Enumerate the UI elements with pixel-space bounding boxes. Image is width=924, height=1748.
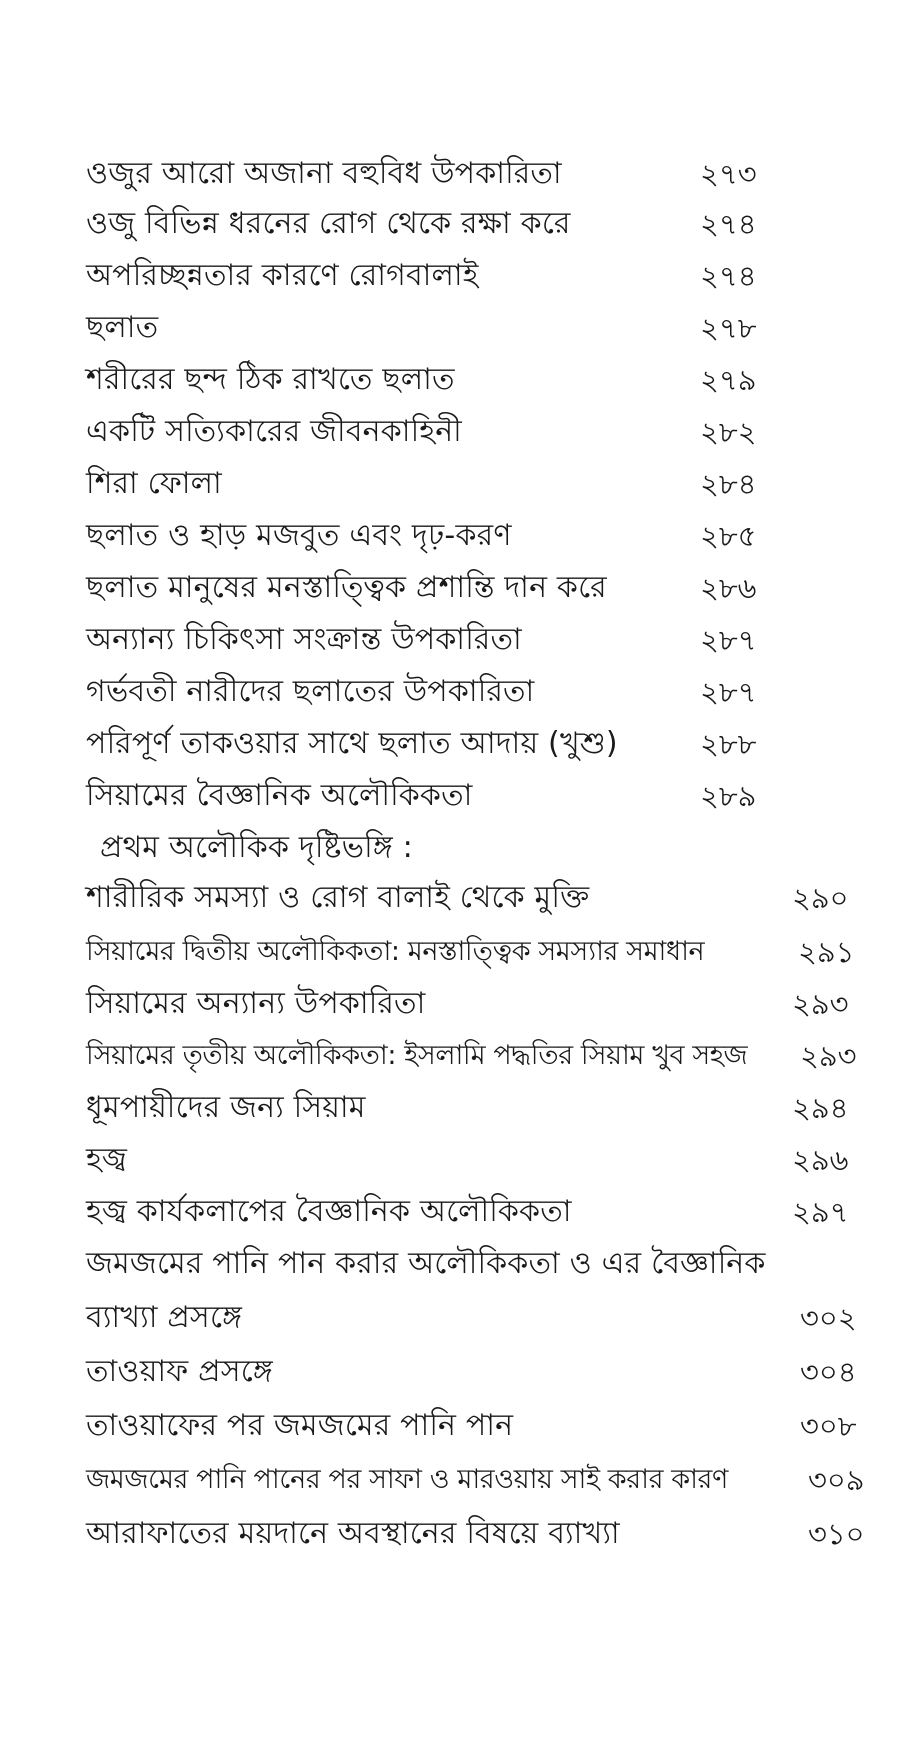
toc-entry <box>0 618 924 670</box>
toc-entry-page: ২৯৪ <box>792 1091 849 1125</box>
toc-entry-title: ব্যাখ্যা প্রসঙ্গে <box>86 1300 243 1335</box>
toc-entry-page: ২৮৪ <box>700 467 757 501</box>
toc-entry <box>0 1512 924 1566</box>
toc-entry <box>0 670 924 722</box>
toc-entry-title: আরাফাতের ময়দানে অবস্থানের বিষয়ে ব্যাখ্যা <box>86 1516 620 1551</box>
toc-entry-title: জমজমের পানি পানের পর সাফা ও মারওয়ায় সাই করার কারণ <box>86 1464 728 1495</box>
toc-entry-title: ছলাত ও হাড় মজবুত এবং দৃঢ়-করণ <box>86 518 512 553</box>
toc-entry-title: একটি সত্যিকারের জীবনকাহিনী <box>86 414 462 449</box>
toc-entry <box>0 1086 924 1138</box>
toc-entry-page: ২৯০ <box>792 881 849 915</box>
toc-entry-title: তাওয়াফ প্রসঙ্গে <box>86 1354 273 1389</box>
toc-entry-title: সিয়ামের বৈজ্ঞানিক অলৌকিকতা <box>86 778 473 813</box>
toc-entry-page: ২৭৪ <box>700 207 757 241</box>
toc-entry-title: ছলাত <box>86 310 159 345</box>
toc-entry <box>0 1404 924 1458</box>
toc-entry-page: ২৭৮ <box>700 311 757 345</box>
toc-entry-page: ২৯৭ <box>792 1195 849 1229</box>
toc-entry <box>0 1296 924 1350</box>
toc-entry-title: শারীরিক সমস্যা ও রোগ বালাই থেকে মুক্তি <box>86 880 590 915</box>
toc-entry <box>0 930 924 982</box>
toc-entry <box>0 982 924 1034</box>
toc-entry-title: ছলাত মানুষের মনস্তাত্ত্বিক প্রশান্তি দান করে <box>86 570 607 605</box>
toc-entry-page: ২৮৭ <box>700 623 757 657</box>
toc-entry <box>0 514 924 566</box>
toc-entry <box>0 1458 924 1512</box>
toc-entry-title: শিরা ফোলা <box>86 466 222 501</box>
toc-entry-page: ২৯৩ <box>800 1039 857 1073</box>
toc-entry <box>0 1034 924 1086</box>
toc-entry-page: ২৮২ <box>700 415 757 449</box>
toc-entry <box>0 358 924 410</box>
toc-entry-title: ওজু বিভিন্ন ধরনের রোগ থেকে রক্ষা করে <box>86 206 571 241</box>
toc-entry-title: ধূমপায়ীদের জন্য সিয়াম <box>86 1090 366 1125</box>
toc-entry <box>0 774 924 826</box>
toc-entry-title: গর্ভবতী নারীদের ছলাতের উপকারিতা <box>86 674 535 709</box>
toc-entry-page: ৩০৪ <box>800 1355 857 1389</box>
toc-entry <box>0 410 924 462</box>
toc-entry-title: হজ্ব কার্যকলাপের বৈজ্ঞানিক অলৌকিকতা <box>86 1194 572 1229</box>
toc-entry-page: ৩১০ <box>808 1517 865 1551</box>
toc-entry-page: ২৮৫ <box>700 519 757 553</box>
toc-entry-page: ৩০৮ <box>800 1409 857 1443</box>
toc-entry-page: ৩০২ <box>800 1301 857 1335</box>
toc-entry-title: ওজুর আরো অজানা বহুবিধ উপকারিতা <box>86 156 562 191</box>
toc-entry-title: অন্যান্য চিকিৎসা সংক্রান্ত উপকারিতা <box>86 622 522 657</box>
toc-entry-page: ২৭৯ <box>700 363 757 397</box>
toc-entry-title: প্রথম অলৌকিক দৃষ্টিভঙ্গি : <box>100 830 413 865</box>
toc-entry <box>0 1350 924 1404</box>
toc-entry <box>0 152 924 202</box>
toc-entry-page: ২৭৪ <box>700 259 757 293</box>
toc-entry <box>0 1242 924 1296</box>
toc-entry <box>0 1190 924 1242</box>
table-of-contents <box>0 152 924 1566</box>
toc-entry <box>0 254 924 306</box>
toc-entry-title: পরিপূর্ণ তাকওয়ার সাথে ছলাত আদায় (খুশু) <box>86 726 618 761</box>
toc-entry-page: ২৮৬ <box>700 571 757 605</box>
toc-entry-title: তাওয়াফের পর জমজমের পানি পান <box>86 1408 514 1443</box>
toc-entry-title: সিয়ামের দ্বিতীয় অলৌকিকতা: মনস্তাত্ত্বিক সমস্যার সমাধান <box>86 936 705 967</box>
toc-entry-title: সিয়ামের অন্যান্য উপকারিতা <box>86 986 426 1021</box>
toc-entry <box>0 826 924 876</box>
toc-entry <box>0 1138 924 1190</box>
toc-entry-page: ২৯৩ <box>792 987 849 1021</box>
toc-entry-page: ২৯১ <box>798 935 855 969</box>
toc-entry-page: ২৯৬ <box>792 1143 849 1177</box>
toc-entry-title: হজ্ব <box>86 1142 128 1177</box>
toc-entry-page: ৩০৯ <box>808 1463 865 1497</box>
toc-entry-title: শরীরের ছন্দ ঠিক রাখতে ছলাত <box>86 362 455 397</box>
toc-entry <box>0 306 924 358</box>
toc-entry <box>0 202 924 254</box>
toc-entry <box>0 462 924 514</box>
toc-entry-page: ২৮৭ <box>700 675 757 709</box>
toc-entry <box>0 722 924 774</box>
toc-entry-page: ২৮৮ <box>700 727 757 761</box>
toc-entry <box>0 876 924 930</box>
toc-entry-page: ২৮৯ <box>700 779 757 813</box>
toc-entry-title: সিয়ামের তৃতীয় অলৌকিকতা: ইসলামি পদ্ধতির সিয়াম খুব সহজ <box>86 1040 748 1071</box>
toc-entry-title: জমজমের পানি পান করার অলৌকিকতা ও এর বৈজ্ঞানিক <box>86 1246 766 1281</box>
toc-entry-page: ২৭৩ <box>700 157 757 191</box>
toc-entry-title: অপরিচ্ছন্নতার কারণে রোগবালাই <box>86 258 479 293</box>
toc-entry <box>0 566 924 618</box>
